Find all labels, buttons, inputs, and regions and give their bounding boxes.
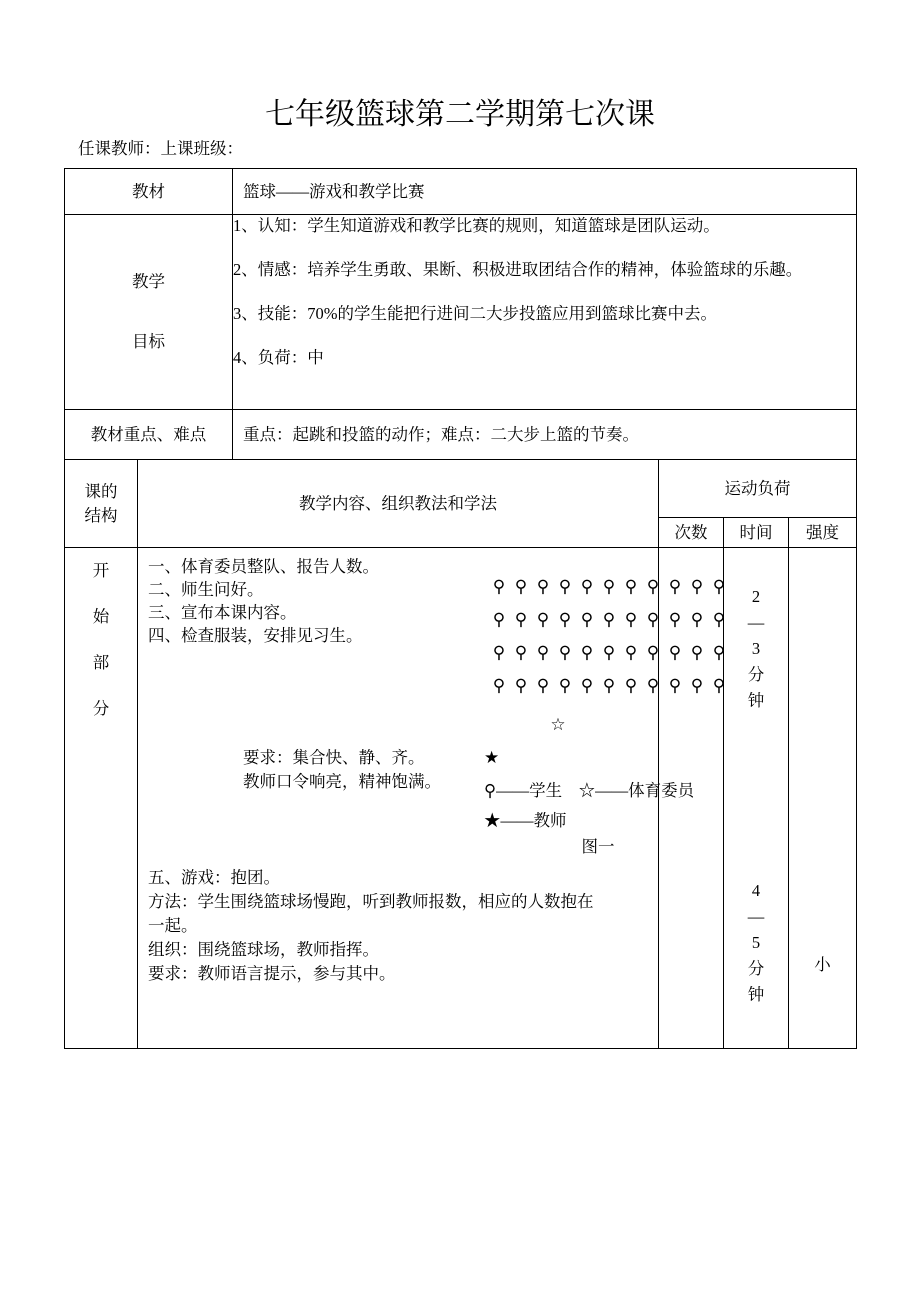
- student-symbol-icon: ⚲: [580, 643, 594, 662]
- student-symbol-icon: ⚲: [602, 676, 616, 695]
- teacher-class-line: 任课教师：上课班级：: [78, 139, 243, 158]
- student-symbol-icon: ⚲: [624, 643, 638, 662]
- student-symbol-icon: ⚲: [492, 577, 506, 596]
- student-symbol-icon: ⚲: [492, 610, 506, 629]
- student-symbol-icon: ⚲: [646, 610, 660, 629]
- student-symbol-icon: ⚲: [536, 577, 550, 596]
- student-symbol-icon: ⚲: [712, 676, 726, 695]
- load-column-header: 运动负荷: [659, 460, 857, 518]
- student-symbol-icon: ⚲: [624, 610, 638, 629]
- requirement-line: 要求：集合快、静、齐。: [243, 748, 425, 767]
- student-symbol-icon: ⚲: [646, 676, 660, 695]
- load-intensity-cell: [789, 548, 857, 1049]
- teaching-content-cell: [138, 548, 726, 1049]
- game-line: 一起。: [148, 916, 198, 935]
- teacher-star-icon: ★: [484, 748, 500, 767]
- time-char: —: [747, 613, 765, 632]
- time-char: 5: [751, 933, 761, 952]
- student-symbol-icon: ⚲: [514, 643, 528, 662]
- student-symbol-icon: ⚲: [646, 577, 660, 596]
- student-symbol-icon: ⚲: [690, 643, 704, 662]
- goal-item: 2、情感：培养学生勇敢、果断、积极进取团结合作的精神，体验篮球的乐趣。: [233, 260, 803, 279]
- game-line: 组织：围绕篮球场，教师指挥。: [148, 940, 379, 959]
- student-symbol-icon: ⚲: [690, 610, 704, 629]
- structure-header-line1: 课的: [84, 481, 118, 501]
- time-char: 钟: [747, 691, 765, 710]
- load-time-second: [724, 878, 788, 1008]
- preparation-item: 三、宣布本课内容。: [148, 603, 297, 622]
- requirements-text: [243, 746, 441, 794]
- preparation-item: 一、体育委员整队、报告人数。: [148, 557, 379, 576]
- student-symbol-icon: ⚲: [624, 676, 638, 695]
- student-symbol-icon: ⚲: [580, 676, 594, 695]
- goal-item: 4、负荷：中: [233, 348, 324, 367]
- student-symbol-icon: ⚲: [668, 577, 682, 596]
- time-char: —: [747, 907, 765, 926]
- student-symbol-icon: ⚲: [514, 676, 528, 695]
- structure-header-line2: 结构: [84, 505, 118, 525]
- preparation-item: 二、师生问好。: [148, 580, 264, 599]
- student-symbol-icon: ⚲: [712, 610, 726, 629]
- game-section: [148, 866, 658, 986]
- student-symbol-icon: ⚲: [602, 610, 616, 629]
- table-row-textbook: [65, 169, 857, 215]
- student-symbol-icon: ⚲: [690, 676, 704, 695]
- student-symbol-icon: ⚲: [558, 643, 572, 662]
- key-points-label: 教材重点、难点: [65, 410, 233, 460]
- game-line: 方法：学生围绕篮球场慢跑，听到教师报数，相应的人数抱在: [148, 892, 594, 911]
- structure-column-header: [65, 460, 138, 548]
- load-sub-header-intensity: 强度: [789, 518, 857, 548]
- requirement-line: 教师口令响亮，精神饱满。: [243, 772, 441, 791]
- content-column-header: 教学内容、组织教法和学法: [138, 460, 659, 548]
- game-line: 要求：教师语言提示，参与其中。: [148, 964, 396, 983]
- student-symbol-icon: ⚲: [514, 577, 528, 596]
- time-char: 钟: [747, 985, 765, 1004]
- time-char: 2: [751, 587, 761, 606]
- goal-item: 3、技能：70%的学生能把行进间二大步投篮应用到篮球比赛中去。: [233, 304, 717, 323]
- preparation-item: 四、检查服装，安排见习生。: [148, 626, 363, 645]
- load-time-cell: [724, 548, 789, 1049]
- student-symbol-icon: ⚲: [558, 610, 572, 629]
- student-symbol-icon: ⚲: [580, 610, 594, 629]
- table-row-goals: [65, 215, 857, 410]
- time-char: 分: [747, 665, 765, 684]
- time-char: 分: [747, 959, 765, 978]
- load-count-cell: [659, 548, 724, 1049]
- student-symbol-icon: ⚲: [646, 643, 660, 662]
- goals-label-line2: 目标: [132, 332, 165, 351]
- legend-students-monitor: ⚲——学生 ☆——体育委员: [484, 781, 695, 800]
- student-symbol-icon: ⚲: [558, 676, 572, 695]
- lesson-plan-table: [64, 168, 857, 1049]
- legend-teacher: ★——教师: [484, 811, 567, 830]
- goals-list: [233, 215, 857, 410]
- student-symbol-icon: ⚲: [624, 577, 638, 596]
- student-symbol-icon: ⚲: [668, 676, 682, 695]
- load-sub-header-count: 次数: [659, 518, 724, 548]
- structure-char: 分: [92, 699, 110, 718]
- textbook-label: 教材: [65, 169, 233, 215]
- page-title: 七年级篮球第二学期第七次课: [265, 98, 655, 131]
- goals-label: [65, 215, 233, 410]
- figure-caption: 图一: [581, 837, 615, 856]
- student-symbol-icon: ⚲: [712, 577, 726, 596]
- student-symbol-icon: ⚲: [668, 643, 682, 662]
- load-time-first: [724, 584, 788, 714]
- table-row-beginning-part: [65, 548, 857, 1049]
- student-symbol-icon: ⚲: [536, 610, 550, 629]
- structure-char: 始: [92, 607, 110, 626]
- textbook-value: 篮球——游戏和教学比赛: [233, 169, 857, 215]
- student-symbol-icon: ⚲: [690, 577, 704, 596]
- key-points-value: 重点：起跳和投篮的动作；难点：二大步上篮的节奏。: [233, 410, 857, 460]
- student-symbol-icon: ⚲: [712, 643, 726, 662]
- preparation-items: [148, 555, 379, 647]
- student-symbol-icon: ⚲: [558, 577, 572, 596]
- structure-label-beginning: [65, 548, 138, 1049]
- goals-label-line1: 教学: [132, 272, 165, 291]
- goal-item: 1、认知：学生知道游戏和教学比赛的规则，知道篮球是团队运动。: [233, 216, 720, 235]
- load-sub-header-time: 时间: [724, 518, 789, 548]
- game-line: 五、游戏：抱团。: [148, 868, 280, 887]
- structure-char: 开: [92, 561, 110, 580]
- time-char: 3: [751, 639, 761, 658]
- table-header-row-top: [65, 460, 857, 518]
- student-symbol-icon: ⚲: [668, 610, 682, 629]
- student-symbol-icon: ⚲: [580, 577, 594, 596]
- student-symbol-icon: ⚲: [514, 610, 528, 629]
- time-char: 4: [751, 881, 761, 900]
- student-symbol-icon: ⚲: [602, 577, 616, 596]
- student-symbol-icon: ⚲: [602, 643, 616, 662]
- monitor-star-icon: ☆: [550, 715, 566, 734]
- structure-char: 部: [92, 653, 110, 672]
- student-symbol-icon: ⚲: [536, 676, 550, 695]
- table-row-key-points: [65, 410, 857, 460]
- student-symbol-icon: ⚲: [492, 676, 506, 695]
- load-intensity-second: 小: [814, 955, 831, 974]
- student-symbol-icon: ⚲: [536, 643, 550, 662]
- student-symbol-icon: ⚲: [492, 643, 506, 662]
